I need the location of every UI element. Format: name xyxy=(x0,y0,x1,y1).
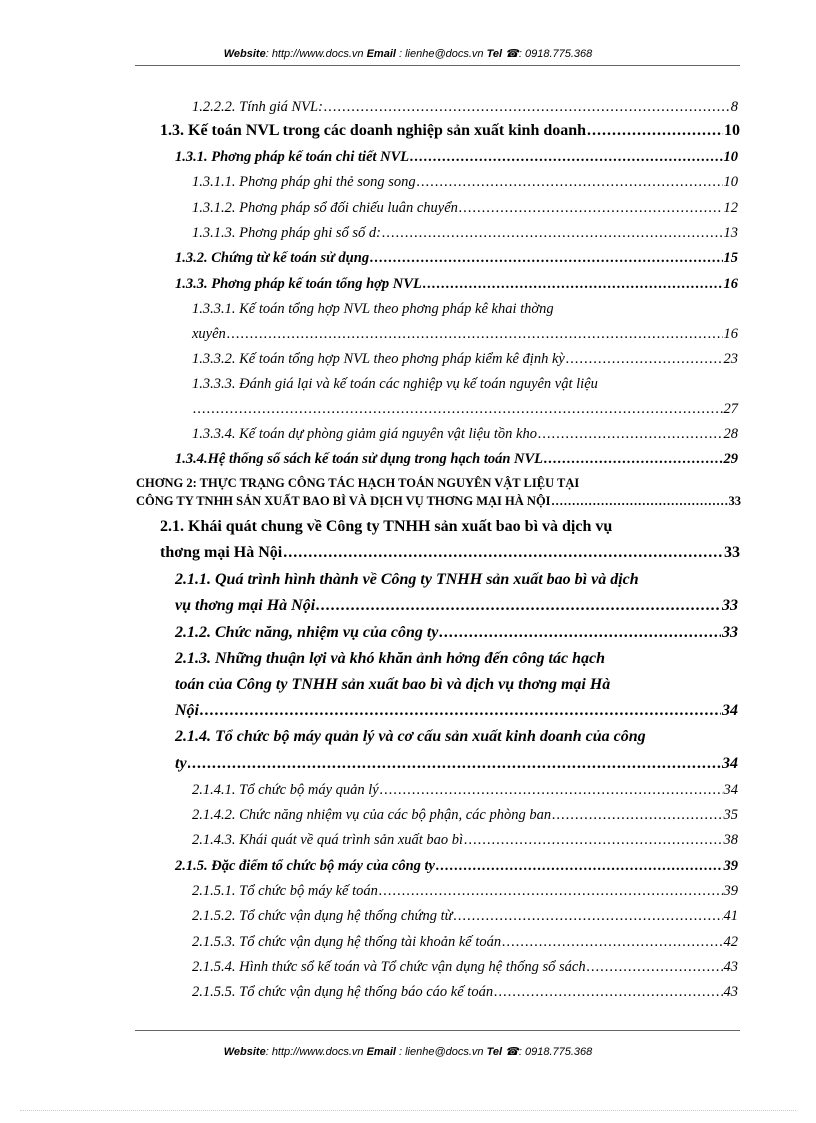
toc-entry xyxy=(175,273,738,295)
toc-leader xyxy=(227,323,723,345)
header-website-url: : http://www.docs.vn xyxy=(265,48,367,60)
footer-tel-label: Tel xyxy=(486,1046,503,1058)
toc-entry-title: 1.3.1.3. Phơng pháp ghi sổ số d: xyxy=(192,225,381,241)
toc-leader xyxy=(454,905,723,927)
toc-entry xyxy=(192,779,738,801)
toc-entry-page: 15 xyxy=(723,250,738,266)
toc-entry xyxy=(192,956,738,978)
toc-leader xyxy=(200,700,721,722)
toc-leader xyxy=(382,222,723,244)
toc-entry-line1: 1.3.3.1. Kế toán tổng hợp NVL theo phơng pháp kê khai thờng xyxy=(192,301,554,317)
toc-entry-title: 1.3.2. Chứng từ kế toán sử dụng xyxy=(175,250,370,266)
toc-entry xyxy=(160,120,740,142)
toc-entry-title: 2.1.5.4. Hình thức sổ kế toán và Tổ chức vận dụng hệ thống sổ sách xyxy=(192,959,586,975)
footer-website-url: : http://www.docs.vn xyxy=(265,1046,367,1058)
toc-entry-title: 1.2.2.2. Tính giá NVL: xyxy=(192,99,323,115)
toc-entry xyxy=(192,96,738,118)
toc-entry-title: vụ thơng mại Hà Nội xyxy=(175,597,316,614)
toc-leader xyxy=(193,398,723,420)
toc-leader xyxy=(188,753,721,775)
footer-tel-number: : 0918.775.368 xyxy=(518,1046,593,1058)
toc-leader xyxy=(566,348,723,370)
toc-entry-title: 2.1.4.1. Tổ chức bộ máy quản lý xyxy=(192,782,379,798)
toc-entry-line1: 2.1. Khái quát chung về Công ty TNHH sản xuất bao bì và dịch vụ xyxy=(160,518,613,535)
toc-entry-page: 33 xyxy=(728,494,741,508)
toc-entry-title: 1.3. Kế toán NVL trong các doanh nghiệp sản xuất kinh doanh xyxy=(160,122,587,139)
toc-entry-page: 16 xyxy=(723,276,738,292)
toc-entry-title: 1.3.1.1. Phơng pháp ghi thẻ song song xyxy=(192,174,416,190)
toc-leader xyxy=(380,779,723,801)
toc-entry-page: 35 xyxy=(723,807,738,823)
toc-leader xyxy=(552,804,722,826)
toc-entry-line1: 2.1.3. Những thuận lợi và khó khăn ảnh hởng đến công tác hạch xyxy=(175,650,605,667)
toc-entry-line2: toán của Công ty TNHH sản xuất bao bì và dịch vụ thơng mại Hà xyxy=(175,676,611,693)
toc-entry-page: 33 xyxy=(722,597,738,614)
toc-entry-page: 34 xyxy=(723,782,738,798)
toc-entry xyxy=(192,423,738,445)
toc-entry-title: ty xyxy=(175,755,187,772)
toc-entry-page: 43 xyxy=(723,984,738,1000)
toc-entry xyxy=(175,146,738,168)
toc-entry-page: 39 xyxy=(723,858,738,874)
toc-entry-title: 1.3.3.4. Kế toán dự phòng giảm giá nguyên vật liệu tồn kho xyxy=(192,426,537,442)
toc-entry-title: 2.1.5.3. Tổ chức vận dụng hệ thống tài khoản kế toán xyxy=(192,934,502,950)
toc-leader xyxy=(439,622,721,644)
toc-entry-title: 1.3.3.2. Kế toán tổng hợp NVL theo phơng pháp kiểm kê định kỳ xyxy=(192,351,565,367)
toc-entry-page: 23 xyxy=(723,351,738,367)
toc-leader xyxy=(379,880,723,902)
page-edge-divider xyxy=(20,1110,796,1111)
toc-entry-page: 38 xyxy=(723,832,738,848)
toc-entry xyxy=(175,448,738,470)
footer-website-label: Website xyxy=(223,1046,266,1058)
toc-leader xyxy=(436,855,723,877)
toc-entry-page: 28 xyxy=(723,426,738,442)
toc-leader xyxy=(587,956,723,978)
toc-entry xyxy=(192,348,738,370)
toc-entry-title: 1.3.1. Phơng pháp kế toán chi tiết NVL xyxy=(175,149,410,165)
toc-entry-title: 2.1.5.2. Tổ chức vận dụng hệ thống chứng từ xyxy=(192,908,453,924)
toc-entry-page: 10 xyxy=(723,174,738,190)
toc-entry-title: CÔNG TY TNHH SẢN XUẤT BAO BÌ VÀ DỊCH VỤ THƠNG MẠI HÀ NỘI xyxy=(136,494,551,508)
toc-leader xyxy=(552,490,728,512)
phone-icon: ☎ xyxy=(505,48,519,60)
toc-entry-page: 13 xyxy=(723,225,738,241)
toc-entry-title: 2.1.5. Đặc điểm tổ chức bộ máy của công ty xyxy=(175,858,435,874)
toc-entry-title: 1.3.1.2. Phơng pháp sổ đối chiếu luân chuyển xyxy=(192,200,458,216)
page-header xyxy=(0,47,816,60)
header-website-label: Website xyxy=(223,48,266,60)
toc-entry-page: 10 xyxy=(724,122,740,139)
header-tel-number: : 0918.775.368 xyxy=(518,48,593,60)
footer-email-label: Email xyxy=(366,1046,396,1058)
toc-leader xyxy=(423,273,723,295)
toc-entry xyxy=(192,981,738,1003)
header-email-address: : lienhe@docs.vn xyxy=(395,48,487,60)
toc-leader xyxy=(324,96,730,118)
toc-entry-title: xuyên xyxy=(192,326,226,342)
toc-leader xyxy=(283,542,723,564)
toc-entry xyxy=(192,197,738,219)
toc-entry-page: 16 xyxy=(723,326,738,342)
toc-entry xyxy=(175,595,738,617)
toc-entry-page: 27 xyxy=(723,401,738,417)
header-email-label: Email xyxy=(366,48,396,60)
toc-leader xyxy=(587,120,723,142)
toc-entry-page: 42 xyxy=(723,934,738,950)
page-footer xyxy=(0,1045,816,1058)
toc-leader xyxy=(459,197,723,219)
toc-entry xyxy=(192,323,738,345)
toc-entry-title: 1.3.3. Phơng pháp kế toán tổng hợp NVL xyxy=(175,276,422,292)
toc-leader xyxy=(494,981,722,1003)
toc-entry xyxy=(192,171,738,193)
toc-leader xyxy=(370,247,722,269)
chapter-heading-line1: CHƠNG 2: THỰC TRẠNG CÔNG TÁC HẠCH TOÁN NGUYÊN VẬT LIỆU TẠI xyxy=(136,476,580,490)
toc-entry-line1: 1.3.3.3. Đánh giá lại và kế toán các nghiệp vụ kế toán nguyên vật liệu xyxy=(192,376,598,392)
footer-rule xyxy=(135,1030,740,1031)
toc-entry xyxy=(175,753,738,775)
toc-leader xyxy=(316,595,721,617)
toc-entry xyxy=(192,880,738,902)
toc-entry-title: 2.1.4.2. Chức năng nhiệm vụ của các bộ phận, các phòng ban xyxy=(192,807,552,823)
phone-icon: ☎ xyxy=(505,1046,519,1058)
toc-entry-page: 8 xyxy=(730,99,738,115)
toc-entry xyxy=(192,931,738,953)
toc-entry-page: 34 xyxy=(722,702,738,719)
toc-entry-title: 1.3.4.Hệ thống sổ sách kế toán sử dụng trong hạch toán NVL xyxy=(175,451,544,467)
toc-leader xyxy=(464,829,722,851)
toc-leader xyxy=(538,423,723,445)
toc-entry-title: 2.1.2. Chức năng, nhiệm vụ của công ty xyxy=(175,624,439,641)
toc-leader xyxy=(410,146,722,168)
toc-entry xyxy=(192,905,738,927)
toc-entry-page: 12 xyxy=(723,200,738,216)
toc-entry xyxy=(175,700,738,722)
header-rule xyxy=(135,65,740,66)
toc-entry xyxy=(160,542,740,564)
toc-entry-page: 43 xyxy=(723,959,738,975)
toc-entry-title: 2.1.5.5. Tổ chức vận dụng hệ thống báo cáo kế toán xyxy=(192,984,494,1000)
toc-entry-line1: 2.1.4. Tổ chức bộ máy quản lý và cơ cấu sản xuất kinh doanh của công xyxy=(175,728,646,745)
toc-entry-page: 33 xyxy=(722,624,738,641)
footer-email-address: : lienhe@docs.vn xyxy=(395,1046,487,1058)
toc-entry-page: 29 xyxy=(723,451,738,467)
toc-leader xyxy=(544,448,722,470)
toc-entry xyxy=(175,247,738,269)
toc-leader xyxy=(502,931,722,953)
toc-entry-title: 2.1.5.1. Tổ chức bộ máy kế toán xyxy=(192,883,378,899)
toc-entry-page: 41 xyxy=(723,908,738,924)
toc-entry-title: Nội xyxy=(175,702,199,719)
toc-entry xyxy=(175,855,738,877)
toc-entry xyxy=(175,622,738,644)
toc-entry-page: 34 xyxy=(722,755,738,772)
toc-entry-title: 2.1.4.3. Khái quát về quá trình sản xuất bao bì xyxy=(192,832,464,848)
toc-leader xyxy=(417,171,723,193)
chapter-heading xyxy=(136,490,741,512)
toc-entry-title: thơng mại Hà Nội xyxy=(160,544,283,561)
toc-entry-page: 33 xyxy=(724,544,740,561)
toc-entry xyxy=(192,398,738,420)
toc-entry xyxy=(192,804,738,826)
toc-entry-line1: 2.1.1. Quá trình hình thành về Công ty TNHH sản xuất bao bì và dịch xyxy=(175,571,639,588)
toc-entry xyxy=(192,829,738,851)
toc-entry xyxy=(192,222,738,244)
header-tel-label: Tel xyxy=(486,48,503,60)
toc-entry-page: 10 xyxy=(723,149,738,165)
toc-entry-page: 39 xyxy=(723,883,738,899)
